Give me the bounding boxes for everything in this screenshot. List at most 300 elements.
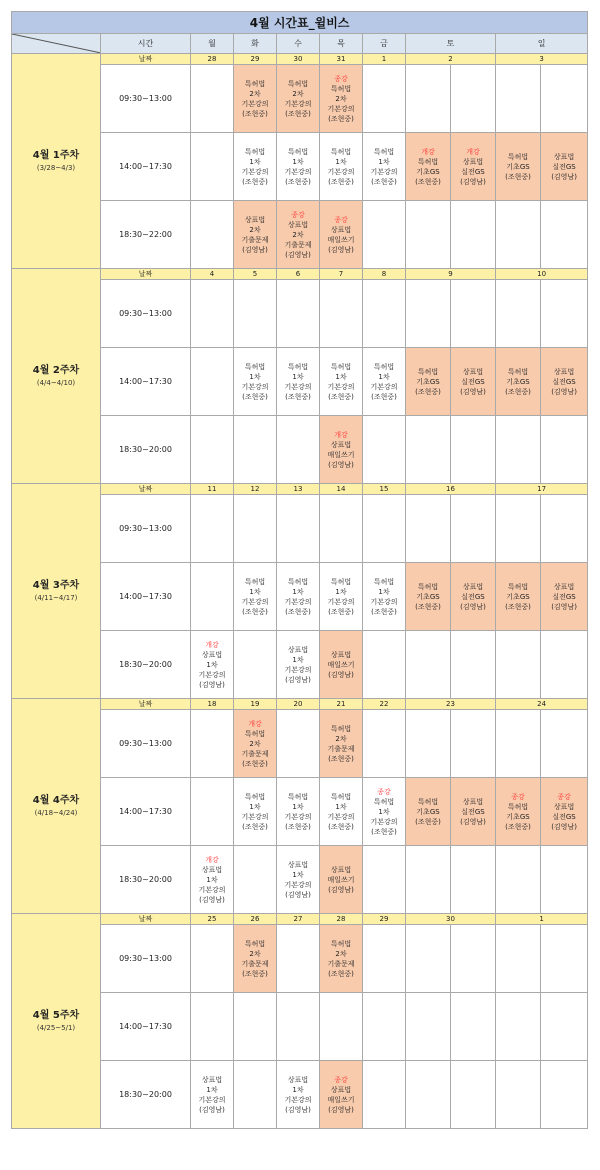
empty-cell <box>277 280 320 348</box>
session-text-line: 기본강의 <box>241 812 269 821</box>
session-text-line: (김영남) <box>551 172 577 181</box>
date-cell: 1 <box>496 914 588 925</box>
class-session-cell <box>277 778 320 846</box>
session-text-line: 1차 <box>292 372 304 381</box>
class-session-cell <box>451 563 496 631</box>
empty-cell <box>191 710 234 778</box>
session-text-line: 매일쓰기 <box>327 875 355 884</box>
date-row <box>12 269 588 280</box>
session-text-line: 상표법 <box>330 865 352 874</box>
session-text-line: 상표법 <box>330 225 352 234</box>
week-range: (4/18~4/24) <box>34 809 78 817</box>
class-session-cell <box>234 348 277 416</box>
session-text-line: 상표법 <box>330 1085 352 1094</box>
session-text-line: 기본강의 <box>284 597 312 606</box>
session-text-line: (조현중) <box>328 754 354 763</box>
session-text-line: (김영남) <box>460 817 486 826</box>
empty-cell <box>451 993 496 1061</box>
session-text-line: 특허법 <box>244 729 266 738</box>
session-text-line: (조현중) <box>242 109 268 118</box>
class-session-cell <box>541 778 588 846</box>
class-session-cell <box>191 846 234 914</box>
session-text-line: 상표법 <box>553 582 575 591</box>
time-slot-label: 09:30~13:00 <box>101 495 191 563</box>
class-session-cell <box>541 348 588 416</box>
session-text-line: (조현중) <box>505 822 531 831</box>
empty-cell <box>496 416 541 484</box>
empty-cell <box>451 1061 496 1129</box>
empty-cell <box>191 925 234 993</box>
session-text-line: 상표법 <box>462 367 484 376</box>
week-name: 4월 2주차 <box>32 365 80 376</box>
session-text-line: 기초GS <box>416 592 440 601</box>
session-text-line: 기본강의 <box>241 382 269 391</box>
class-session-cell <box>496 133 541 201</box>
date-cell: 22 <box>363 699 406 710</box>
empty-cell <box>541 416 588 484</box>
empty-cell <box>234 495 277 563</box>
empty-cell <box>496 1061 541 1129</box>
session-text-line: 특허법 <box>417 157 439 166</box>
day-header-mon: 월 <box>191 34 234 54</box>
session-text-line: (김영남) <box>551 822 577 831</box>
empty-cell <box>191 416 234 484</box>
session-text-line: 매일쓰기 <box>327 450 355 459</box>
class-session-cell <box>320 65 363 133</box>
time-slot-label: 18:30~20:00 <box>101 846 191 914</box>
class-session-cell <box>406 133 451 201</box>
empty-cell <box>541 925 588 993</box>
empty-cell <box>406 1061 451 1129</box>
empty-cell <box>406 495 451 563</box>
session-text-line: 1차 <box>378 587 390 596</box>
empty-cell <box>541 280 588 348</box>
week-label-cell <box>12 484 101 699</box>
session-text-line: 특허법 <box>417 367 439 376</box>
session-text-line: 상표법 <box>287 1075 309 1084</box>
session-text-line: 상표법 <box>201 650 223 659</box>
session-text-line: 특허법 <box>244 939 266 948</box>
date-cell: 25 <box>191 914 234 925</box>
session-text-line: (조현중) <box>371 392 397 401</box>
session-text-line: (김영남) <box>328 670 354 679</box>
session-text-line: 2차 <box>292 230 304 239</box>
time-header: 시간 <box>101 34 191 54</box>
empty-cell <box>191 563 234 631</box>
session-text-line: 상표법 <box>201 865 223 874</box>
empty-cell <box>451 280 496 348</box>
date-row <box>12 54 588 65</box>
date-cell: 5 <box>234 269 277 280</box>
empty-cell <box>406 201 451 269</box>
session-text-line: 특허법 <box>287 577 309 586</box>
empty-cell <box>496 65 541 133</box>
session-text-line: 2차 <box>249 739 261 748</box>
session-text-line: (조현중) <box>328 392 354 401</box>
week-range: (4/4~4/10) <box>36 379 76 387</box>
session-text-line: 기본강의 <box>284 382 312 391</box>
session-text-line: 기본강의 <box>241 99 269 108</box>
empty-cell <box>277 993 320 1061</box>
session-text-line: 1차 <box>292 802 304 811</box>
session-text-line: (조현중) <box>415 602 441 611</box>
session-text-line: 기초GS <box>416 167 440 176</box>
session-text-line: (조현중) <box>415 387 441 396</box>
class-session-cell <box>191 631 234 699</box>
session-text-line: 특허법 <box>330 724 352 733</box>
class-session-cell <box>541 133 588 201</box>
empty-cell <box>363 631 406 699</box>
empty-cell <box>191 993 234 1061</box>
session-text-line: 1차 <box>249 157 261 166</box>
session-text-line: (조현중) <box>505 172 531 181</box>
date-cell: 19 <box>234 699 277 710</box>
class-session-cell <box>363 778 406 846</box>
date-cell: 26 <box>234 914 277 925</box>
session-text-line: (조현중) <box>285 392 311 401</box>
week-name: 4월 3주차 <box>32 580 80 591</box>
class-session-cell <box>451 133 496 201</box>
session-text-line: 기본강의 <box>284 665 312 674</box>
date-cell: 18 <box>191 699 234 710</box>
session-text-line: 1차 <box>206 1085 218 1094</box>
class-session-cell <box>406 778 451 846</box>
session-text-line: 기본강의 <box>198 670 226 679</box>
session-text-line: 기출문제 <box>327 744 355 753</box>
session-text-line: 특허법 <box>244 79 266 88</box>
date-cell: 8 <box>363 269 406 280</box>
date-cell: 17 <box>496 484 588 495</box>
empty-cell <box>451 925 496 993</box>
session-text-line: 기본강의 <box>284 167 312 176</box>
session-text-line: (조현중) <box>328 822 354 831</box>
session-status-tag: 종강 <box>557 792 571 801</box>
week-name: 4월 5주차 <box>32 1010 80 1021</box>
session-text-line: (김영남) <box>199 895 225 904</box>
session-text-line: 기초GS <box>416 377 440 386</box>
empty-cell <box>363 710 406 778</box>
session-text-line: 매일쓰기 <box>327 1095 355 1104</box>
session-text-line: 상표법 <box>462 157 484 166</box>
class-session-cell <box>320 710 363 778</box>
time-slot-label: 14:00~17:30 <box>101 993 191 1061</box>
class-session-cell <box>277 563 320 631</box>
session-text-line: 상표법 <box>330 440 352 449</box>
class-session-cell <box>496 563 541 631</box>
session-text-line: 실전GS <box>461 377 485 386</box>
date-cell: 14 <box>320 484 363 495</box>
session-text-line: 상표법 <box>462 797 484 806</box>
session-text-line: 상표법 <box>553 802 575 811</box>
empty-cell <box>363 65 406 133</box>
empty-cell <box>191 778 234 846</box>
session-text-line: 특허법 <box>373 797 395 806</box>
session-text-line: 1차 <box>378 157 390 166</box>
class-session-cell <box>234 65 277 133</box>
session-text-line: 실전GS <box>552 377 576 386</box>
session-text-line: 1차 <box>249 802 261 811</box>
session-text-line: 2차 <box>292 89 304 98</box>
time-slot-label: 18:30~22:00 <box>101 201 191 269</box>
session-text-line: 2차 <box>249 89 261 98</box>
session-text-line: 매일쓰기 <box>327 660 355 669</box>
date-cell: 3 <box>496 54 588 65</box>
empty-cell <box>541 65 588 133</box>
date-cell: 1 <box>363 54 406 65</box>
empty-cell <box>234 993 277 1061</box>
class-session-cell <box>363 133 406 201</box>
session-text-line: 특허법 <box>507 367 529 376</box>
session-status-tag: 종강 <box>334 74 348 83</box>
empty-cell <box>234 416 277 484</box>
session-text-line: 상표법 <box>330 650 352 659</box>
empty-cell <box>406 846 451 914</box>
session-text-line: 기본강의 <box>327 167 355 176</box>
date-cell: 27 <box>277 914 320 925</box>
session-text-line: 1차 <box>335 157 347 166</box>
session-text-line: 1차 <box>249 372 261 381</box>
empty-cell <box>541 1061 588 1129</box>
empty-cell <box>541 495 588 563</box>
session-text-line: 상표법 <box>287 645 309 654</box>
session-text-line: (조현중) <box>242 759 268 768</box>
session-text-line: (조현중) <box>242 969 268 978</box>
date-label: 날짜 <box>101 914 191 925</box>
date-cell: 21 <box>320 699 363 710</box>
date-cell: 6 <box>277 269 320 280</box>
session-text-line: (조현중) <box>371 177 397 186</box>
empty-cell <box>496 495 541 563</box>
session-text-line: 특허법 <box>244 577 266 586</box>
day-header-fri: 금 <box>363 34 406 54</box>
empty-cell <box>406 993 451 1061</box>
empty-cell <box>451 65 496 133</box>
session-status-tag: 종강 <box>334 215 348 224</box>
time-slot-label: 14:00~17:30 <box>101 563 191 631</box>
empty-cell <box>406 416 451 484</box>
class-session-cell <box>320 846 363 914</box>
empty-cell <box>451 416 496 484</box>
session-status-tag: 종강 <box>511 792 525 801</box>
session-text-line: 기출문제 <box>284 240 312 249</box>
session-text-line: 실전GS <box>461 592 485 601</box>
session-text-line: 1차 <box>378 807 390 816</box>
class-session-cell <box>363 348 406 416</box>
session-status-tag: 종강 <box>334 1075 348 1084</box>
day-header-sun: 일 <box>496 34 588 54</box>
session-text-line: (김영남) <box>285 675 311 684</box>
day-header-wed: 수 <box>277 34 320 54</box>
timetable-grid <box>11 11 588 1129</box>
session-text-line: 기본강의 <box>370 167 398 176</box>
session-text-line: 기본강의 <box>198 885 226 894</box>
session-text-line: 실전GS <box>461 807 485 816</box>
session-text-line: 기출문제 <box>327 959 355 968</box>
session-text-line: (조현중) <box>242 607 268 616</box>
date-cell: 2 <box>406 54 496 65</box>
session-text-line: 기초GS <box>506 812 530 821</box>
session-text-line: 기본강의 <box>284 880 312 889</box>
session-text-line: 1차 <box>249 587 261 596</box>
day-header-tue: 화 <box>234 34 277 54</box>
session-text-line: 기초GS <box>416 807 440 816</box>
session-text-line: 기본강의 <box>284 812 312 821</box>
session-text-line: 1차 <box>335 372 347 381</box>
empty-cell <box>496 280 541 348</box>
empty-cell <box>363 201 406 269</box>
session-text-line: 기본강의 <box>327 597 355 606</box>
day-header-thu: 목 <box>320 34 363 54</box>
empty-cell <box>191 280 234 348</box>
session-text-line: (김영남) <box>199 680 225 689</box>
class-session-cell <box>320 563 363 631</box>
session-text-line: (김영남) <box>460 602 486 611</box>
empty-cell <box>541 846 588 914</box>
session-text-line: 실전GS <box>552 162 576 171</box>
session-text-line: 특허법 <box>287 362 309 371</box>
session-text-line: 기본강의 <box>327 382 355 391</box>
session-text-line: (조현중) <box>328 607 354 616</box>
session-text-line: (조현중) <box>328 114 354 123</box>
session-text-line: 특허법 <box>330 577 352 586</box>
empty-cell <box>363 925 406 993</box>
date-cell: 7 <box>320 269 363 280</box>
class-session-cell <box>496 778 541 846</box>
session-text-line: 특허법 <box>330 939 352 948</box>
time-slot-label: 09:30~13:00 <box>101 925 191 993</box>
empty-cell <box>363 416 406 484</box>
empty-cell <box>320 280 363 348</box>
empty-cell <box>234 280 277 348</box>
empty-cell <box>363 846 406 914</box>
header-row <box>12 34 588 54</box>
class-session-cell <box>234 778 277 846</box>
session-text-line: 기출문제 <box>241 235 269 244</box>
session-text-line: 특허법 <box>330 147 352 156</box>
empty-cell <box>406 65 451 133</box>
class-session-cell <box>277 1061 320 1129</box>
empty-cell <box>277 925 320 993</box>
session-status-tag: 개강 <box>466 147 480 156</box>
empty-cell <box>234 1061 277 1129</box>
empty-cell <box>496 846 541 914</box>
class-session-cell <box>277 201 320 269</box>
session-text-line: 1차 <box>206 660 218 669</box>
session-text-line: 특허법 <box>244 792 266 801</box>
session-text-line: 기본강의 <box>327 812 355 821</box>
session-text-line: 특허법 <box>507 582 529 591</box>
week-label-cell <box>12 914 101 1129</box>
empty-cell <box>541 993 588 1061</box>
session-text-line: 기본강의 <box>327 104 355 113</box>
session-text-line: 기본강의 <box>284 99 312 108</box>
empty-cell <box>277 710 320 778</box>
session-status-tag: 개강 <box>205 640 219 649</box>
session-text-line: (조현중) <box>242 392 268 401</box>
session-text-line: (김영남) <box>285 890 311 899</box>
date-cell: 30 <box>406 914 496 925</box>
class-session-cell <box>320 201 363 269</box>
empty-cell <box>541 201 588 269</box>
session-text-line: (김영남) <box>328 885 354 894</box>
class-session-cell <box>320 925 363 993</box>
empty-cell <box>496 710 541 778</box>
date-row <box>12 914 588 925</box>
empty-cell <box>496 925 541 993</box>
empty-cell <box>363 1061 406 1129</box>
empty-cell <box>541 631 588 699</box>
session-text-line: 기초GS <box>506 162 530 171</box>
class-session-cell <box>234 925 277 993</box>
session-text-line: (조현중) <box>328 969 354 978</box>
date-cell: 11 <box>191 484 234 495</box>
session-text-line: 2차 <box>335 734 347 743</box>
class-session-cell <box>406 563 451 631</box>
time-slot-label: 18:30~20:00 <box>101 1061 191 1129</box>
empty-cell <box>406 925 451 993</box>
class-session-cell <box>320 631 363 699</box>
session-status-tag: 개강 <box>421 147 435 156</box>
session-text-line: (조현중) <box>285 607 311 616</box>
session-text-line: 특허법 <box>244 362 266 371</box>
session-text-line: 1차 <box>292 1085 304 1094</box>
class-session-cell <box>234 563 277 631</box>
week-range: (3/28~4/3) <box>36 164 76 172</box>
class-session-cell <box>234 710 277 778</box>
empty-cell <box>320 495 363 563</box>
session-text-line: 기본강의 <box>241 597 269 606</box>
title-row <box>12 12 588 34</box>
empty-cell <box>451 710 496 778</box>
session-text-line: 특허법 <box>507 802 529 811</box>
week-range: (4/25~5/1) <box>36 1024 76 1032</box>
session-status-tag: 개강 <box>248 719 262 728</box>
corner-diagonal <box>12 34 101 53</box>
class-session-cell <box>451 778 496 846</box>
date-label: 날짜 <box>101 54 191 65</box>
session-text-line: 기출문제 <box>241 749 269 758</box>
class-session-cell <box>320 1061 363 1129</box>
class-session-cell <box>234 133 277 201</box>
date-label: 날짜 <box>101 269 191 280</box>
class-session-cell <box>277 133 320 201</box>
session-text-line: (조현중) <box>415 817 441 826</box>
empty-cell <box>363 495 406 563</box>
session-text-line: 1차 <box>378 372 390 381</box>
day-header-sat: 토 <box>406 34 496 54</box>
session-text-line: 1차 <box>292 870 304 879</box>
session-text-line: 기본강의 <box>284 1095 312 1104</box>
empty-cell <box>191 201 234 269</box>
session-text-line: 기출문제 <box>241 959 269 968</box>
session-text-line: (김영남) <box>199 1105 225 1114</box>
session-text-line: 2차 <box>335 949 347 958</box>
date-cell: 9 <box>406 269 496 280</box>
session-text-line: 특허법 <box>417 797 439 806</box>
empty-cell <box>406 280 451 348</box>
session-text-line: (조현중) <box>285 177 311 186</box>
date-cell: 16 <box>406 484 496 495</box>
session-text-line: (조현중) <box>371 607 397 616</box>
date-row <box>12 484 588 495</box>
session-text-line: 특허법 <box>373 147 395 156</box>
session-text-line: (조현중) <box>505 602 531 611</box>
class-session-cell <box>320 348 363 416</box>
date-cell: 28 <box>191 54 234 65</box>
session-text-line: (김영남) <box>285 250 311 259</box>
empty-cell <box>406 631 451 699</box>
time-slot-label: 14:00~17:30 <box>101 348 191 416</box>
